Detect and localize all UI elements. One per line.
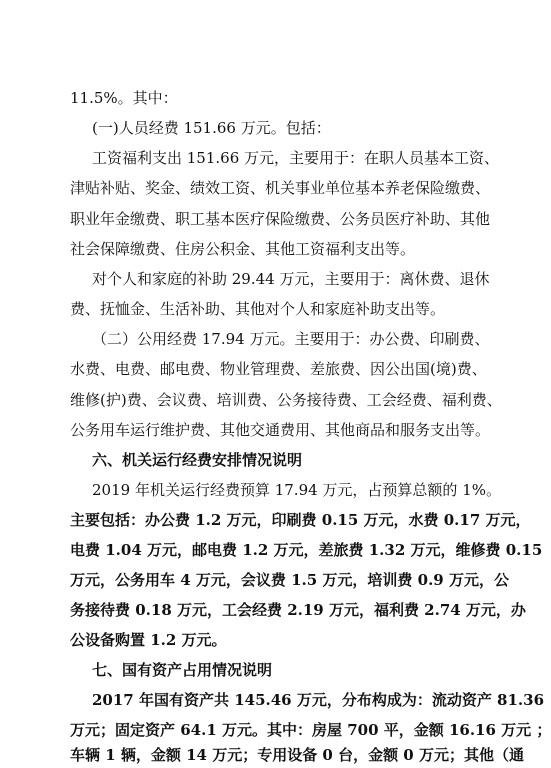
text-line: 务接待费 0.18 万元，工会经费 2.19 万元，福利费 2.74 万元，办 (70, 601, 526, 619)
text-line: 万元，公务用车 4 万元，会议费 1.5 万元，培训费 0.9 万元，公 (70, 571, 509, 589)
text-line: 维修(护)费、会议费、培训费、公务接待费、工会经费、福利费、 (70, 391, 502, 409)
text-line: 电费 1.04 万元，邮电费 1.2 万元，差旅费 1.32 万元，维修费 0.15 (70, 541, 543, 559)
text-line: 津贴补贴、奖金、绩效工资、机关事业单位基本养老保险缴费、 (70, 179, 491, 197)
text-line: 车辆 1 辆，金额 14 万元；专用设备 0 台，金额 0 万元；其他（通 (70, 746, 524, 764)
text-line: 职业年金缴费、职工基本医疗保险缴费、公务员医疗补助、其他 (70, 210, 491, 228)
text-line: 费、抚恤金、生活补助、其他对个人和家庭补助支出等。 (70, 300, 446, 318)
section-heading: 七、国有资产占用情况说明 (92, 661, 273, 679)
text-line: 万元；固定资产 64.1 万元。其中：房屋 700 平，金额 16.16 万元 ； (70, 721, 551, 739)
text-line: 工资福利支出 151.66 万元，主要用于：在职人员基本工资、 (92, 149, 500, 167)
text-line: （二）公用经费 17.94 万元。主要用于：办公费、印刷费、 (92, 330, 490, 348)
text-line: 11.5%。其中： (70, 89, 178, 107)
text-line: 2019 年机关运行经费预算 17.94 万元，占预算总额的 1%。 (92, 481, 501, 499)
text-line: 公务用车运行维护费、其他交通费用、其他商品和服务支出等。 (70, 421, 491, 439)
text-line: 水费、电费、邮电费、物业管理费、差旅费、因公出国(境)费、 (70, 360, 487, 378)
text-line: 2017 年国有资产共 145.46 万元，分布构成为：流动资产 81.36 (92, 691, 545, 709)
text-line: 社会保障缴费、住房公积金、其他工资福利支出等。 (70, 240, 416, 258)
text-line: 主要包括：办公费 1.2 万元，印刷费 0.15 万元，水费 0.17 万元， (70, 511, 531, 529)
section-heading: 六、机关运行经费安排情况说明 (92, 451, 303, 469)
text-line: 对个人和家庭的补助 29.44 万元，主要用于：离休费、退休 (92, 270, 490, 288)
text-line: 公设备购置 1.2 万元。 (70, 631, 227, 649)
text-line: (一)人员经费 151.66 万元。包括： (92, 119, 331, 137)
